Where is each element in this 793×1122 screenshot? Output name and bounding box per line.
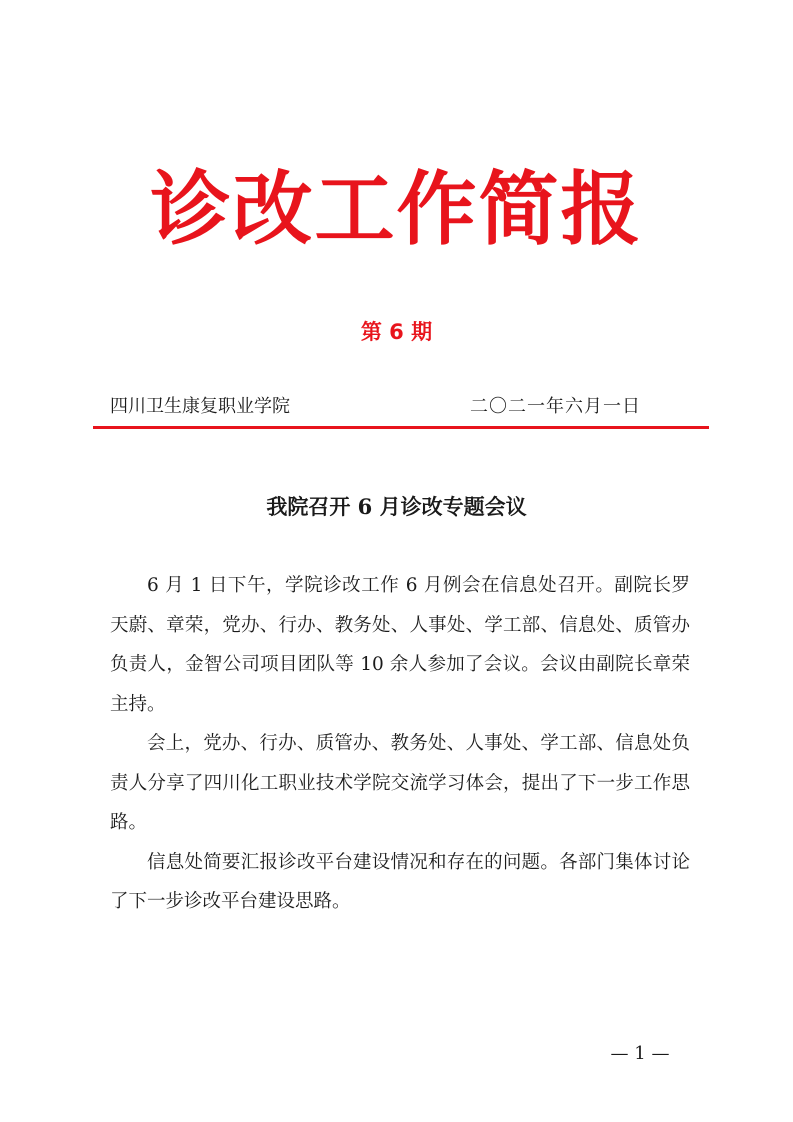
- page-number: — 1 —: [610, 1043, 670, 1064]
- issue-date: 二〇二一年六月一日: [470, 396, 641, 417]
- issuer-name: 四川卫生康复职业学院: [110, 396, 290, 417]
- bulletin-title: 诊改工作简报: [150, 163, 643, 256]
- red-divider-line: [93, 426, 709, 429]
- article-paragraph: 6 月 1 日下午，学院诊改工作 6 月例会在信息处召开。副院长罗天蔚、章荣，党办、行办、教务处、人事处、学工部、信息处、质管办负责人，金智公司项目团队等 10 余人参加了会议。会议由副院长章荣主持。: [110, 575, 690, 715]
- article-headline: 我院召开 6 月诊改专题会议: [266, 494, 527, 519]
- issue-number: 第 6 期: [360, 320, 433, 344]
- article-paragraph: 信息处简要汇报诊改平台建设情况和存在的问题。各部门集体讨论了下一步诊改平台建设思路。: [110, 851, 690, 912]
- article-body: [110, 566, 690, 922]
- article-paragraph: 会上，党办、行办、质管办、教务处、人事处、学工部、信息处负责人分享了四川化工职业技术学院交流学习体会，提出了下一步工作思路。: [110, 733, 690, 833]
